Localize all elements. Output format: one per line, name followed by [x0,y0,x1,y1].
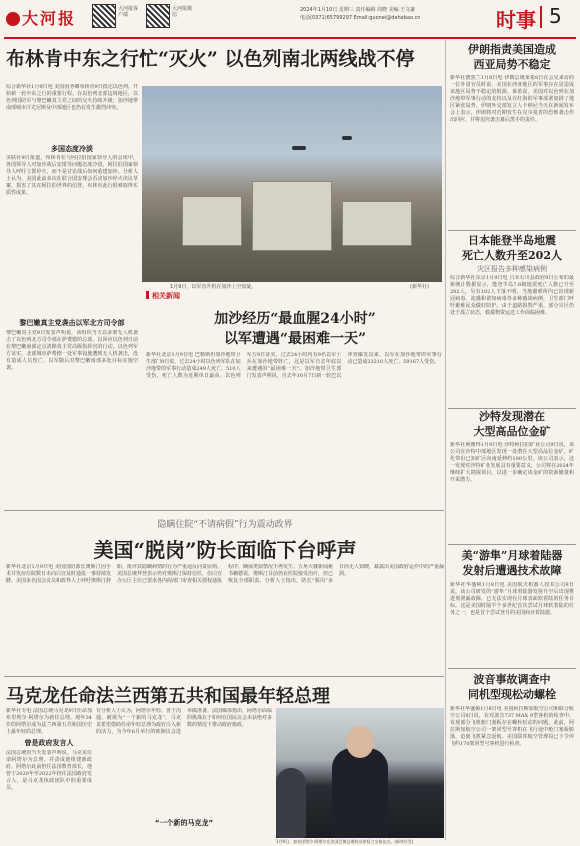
related-news-label: 相关新闻 [152,292,180,300]
lead-subhead-2: 黎巴嫩真主党袭击以军北方司令部 [19,319,125,327]
qr-code-icon[interactable] [146,4,170,28]
logo-text: 大河报 [22,9,77,28]
moon-body: 新华社华盛顿1月8日电 美国航天机器人技术公司8日说，该公司研发的“游隼”月球着陆器发射升空后出现推进剂泄漏故障，已无法实现在月球表面软着陆的任务目标。这是美国时隔半个多世纪首次尝试月球软着陆的任务之一，也是首个尝试登月的美国商业着陆器。 [450,582,574,616]
us-kicker: 隐瞒住院“不请病假”行为震动政界 [157,520,293,530]
moon-headline-1[interactable]: 美“游隼”月球着陆器 [461,549,563,562]
france-photo[interactable] [276,708,444,838]
separator [4,676,444,677]
japan-kicker: 灾区报告多种感染病例 [477,265,547,273]
photo-caption: 1月9日，以军直升机在加沙上空盘旋。 [170,284,257,290]
japan-headline-2[interactable]: 死亡人数升至202人 [462,249,562,262]
us-body: 新华社北京1月9日电 美国国防部长奥斯汀因手术并发症住院数日未向白宫及时通报一事持续发酵。美国多名国会议员和政界人士呼吁奥斯汀辞职，批评其隐瞒病情的行为严重违反问责原则。美国总统拜登表示仍对奥斯汀保持信任，但白宫办公厅主任已要求各内阁部门审查相关授权通报程序，确保类似情况不再发生。五角大楼新闻秘书赖德说，奥斯汀目前仍在医院接受治疗，但已恢复全部职责。分析人士指出，防长“脱岗”多日而无人知晓，暴露出美国政府运作中的严重漏洞。 [6,564,444,584]
photo-building [182,196,242,246]
boeing-headline-2[interactable]: 同机型现松动螺栓 [468,688,556,701]
contact-line: 电话(0371)65799297 Email:guonei@dahebao.cn [300,15,421,21]
saudi-headline-2[interactable]: 大型高品位金矿 [473,425,551,438]
france-photo-caption: 1月9日，加布里埃尔·阿塔尔在法国巴黎总理府出席权力交接仪式。(新华社发) [276,839,414,844]
france-headline[interactable]: 马克龙任命法兰西第五共和国最年轻总理 [6,686,330,707]
date-line: 2024年1月10日 星期三 责任编辑 周晓 美编 王文豪 [300,7,416,13]
boeing-headline-1[interactable]: 波音事故调查中 [473,673,551,686]
newspaper-logo[interactable] [6,6,76,29]
us-headline[interactable]: 美国“脱岗”防长面临下台呼声 [93,538,357,562]
lead-body-2: 黎巴嫩真主党9日发表声明说，该组织当天以多架无人机袭击了以色列北方司令部在萨费德的总部，以回应以色列日前在黎巴嫩南部定点清除真主党高级指挥官的行动。以色列军方证实，北部城市萨费德一处军事设施遭到无人机袭击，没有造成人员伤亡。以军随后对黎巴嫩南部多处目标实施空袭。 [6,330,138,371]
moon-headline-2[interactable]: 发射后遭遇技术故障 [462,564,562,577]
lead-photo[interactable] [142,86,442,282]
separator [4,510,444,511]
separator [448,230,576,231]
related-news-tag [146,291,180,301]
related-headline-1[interactable]: 加沙经历“最血腥24小时” [214,311,376,327]
photo-person [276,768,306,838]
column-divider [445,40,446,840]
iran-headline-1[interactable]: 伊朗指责美国造成 [468,43,556,56]
qr-code-icon[interactable] [92,4,116,28]
qr1-caption: 大河报客户端 [118,6,139,18]
lead-headline[interactable]: 布林肯中东之行忙“灭火” 以色列南北两线战不停 [6,48,415,70]
lead-body-1: 美联社9日报道，布林肯在与阿拉伯国家领导人的会谈中，各国领导人对加沙战后安排等问题态度冷淡。阿拉伯国家领导人呼吁立即停火，而不是讨论战后如何重建加沙。分析人士认为，美国此前多次在联合国安理会否决加沙停火决议草案，损害了其在阿拉伯世界的信誉。布林肯此行很难取得实质性成果。 [6,155,138,196]
boeing-body: 新华社华盛顿1月8日电 美国阿拉斯加航空公司和联合航空公司8日说，在对波音737 MAX 9型客机的检查中，发现部分飞机舱门塞板存在螺栓松动的问题。此前，阿拉斯加航空公司一架同型号客机在飞行途中舱门塞板脱落，迫使飞机紧急返航。美国联邦航空管理局已下令停飞约170架同型号客机进行检查。 [450,706,574,747]
qr2-caption: 大河报微信 [172,6,193,18]
iran-headline-2[interactable]: 西亚局势不稳定 [473,58,551,71]
france-intro: 新华社专电 法国总统马克龙9日任命加布里埃尔·阿塔尔为新任总理。现年34岁的阿塔尔成为法兰西第五共和国历史上最年轻的总理。 [6,708,92,735]
separator [448,544,576,545]
lead-intro: 综合新华社1月9日电 美国国务卿布林肯9日抵达以色列，开始新一轮中东之行的重要行程。在以色列北部边境地区，以色列国防军与黎巴嫩真主党之间的交火持续升级；加沙地带南部城市汗尤尼斯及中部地区也仍在发生激烈冲突。 [6,84,138,111]
section-divider [540,6,542,28]
france-subhead-1: 曾是政府发言人 [24,739,74,747]
photo-face [346,726,374,758]
france-body-1: 法国总统府当天发表声明说，马克龙任命阿塔尔为总理，并责成他组建新政府。阿塔尔此前担任法国教育部长，他曾于2020年至2022年担任法国政府发言人，是马克龙执政团队中的重要成员。 [6,750,92,791]
photo-building [342,201,412,246]
page-number: 5 [549,4,562,28]
photo-building [252,181,332,251]
japan-body: 综合新华社东京1月9日电 日本石川县政府9日公布的最新统计数据显示，能登半岛7.6级地震死亡人数已升至202人，另有102人下落不明。当地避难所内已出现新冠病毒、流感和诺如病毒等多种感染病例，卫生部门呼吁避难民众做好防护。由于道路损毁严重，部分灾区仍处于孤立状态，救援物资运送工作面临困难。 [450,275,574,316]
helicopter-icon [292,146,306,150]
france-body-2: 有分析人士认为，阿塔尔年轻、善于沟通，被视为“一个新的马克龙”。马克龙希望借助任命年轻总理为政府注入新的活力，为今年6月举行的欧洲议会选举做准备。法国媒体指出，阿塔尔面临的挑战在于如何在国民议会未获绝对多数的情况下推动政府施政。 [96,708,272,735]
related-body: 新华社北京1月9日电 巴勒斯坦加沙地带卫生部门9日说，过去24小时以色列军队在加沙地带的军事行动造成249人死亡、510人受伤，死亡人数为近期单日最高。以色列军方9日证实，过去24小时内有9名以军士兵在加沙地带阵亡，这是以军自去年底以来遭遇的“最困难一天”。加沙地带卫生部门发表声明说，自去年10月7日新一轮巴以冲突爆发以来，以军在加沙地带的军事行动已造成23210人死亡，59167人受伤。 [146,352,442,379]
saudi-body: 新华社利雅得1月9日电 沙特阿拉伯矿业公司9日说，该公司在沙特中部地区发现一处潜在大型高品位金矿，矿化带沿已知矿区向南延伸约100公里。该公司表示，这一发现对沙特矿业发展具有重要意义，公司将在2024年继续扩大勘探项目，以进一步确定该金矿的资源储量和开采潜力。 [450,442,574,483]
lead-subhead-1: 多国态度冷淡 [51,145,93,153]
masthead-rule [4,37,576,39]
japan-headline-1[interactable]: 日本能登半岛地震 [468,234,556,247]
france-subhead-2: “一个新的马克龙” [154,819,214,827]
masthead-info [300,6,420,22]
section-title: 时事 [496,8,536,32]
logo-icon [6,12,20,26]
related-headline-2[interactable]: 以军遭遇“最困难一天” [223,331,367,347]
helicopter-icon [342,136,352,140]
iran-body: 新华社德黑兰1月8日电 伊朗总统莱希8日在会见来访的一位外国官员时说，美国在西亚地区的军事存在是造成该地区局势不稳定的根源。莱希说，美国对以色列在加沙地带军事行动的支持以及在红海的军事部署加剧了地区紧张局势。伊朗外交部发言人卡纳尼当天在新闻发布会上表示，伊朗将对近期发生在克尔曼省的恐怖袭击作出回应，并将追究袭击幕后黑手的责任。 [450,75,574,123]
photo-credit: (新华社) [410,284,429,290]
photo-person [332,748,388,838]
separator [448,668,576,669]
masthead [0,0,580,36]
saudi-headline-1[interactable]: 沙特发现潜在 [479,410,545,423]
tag-bar-icon [146,291,149,299]
